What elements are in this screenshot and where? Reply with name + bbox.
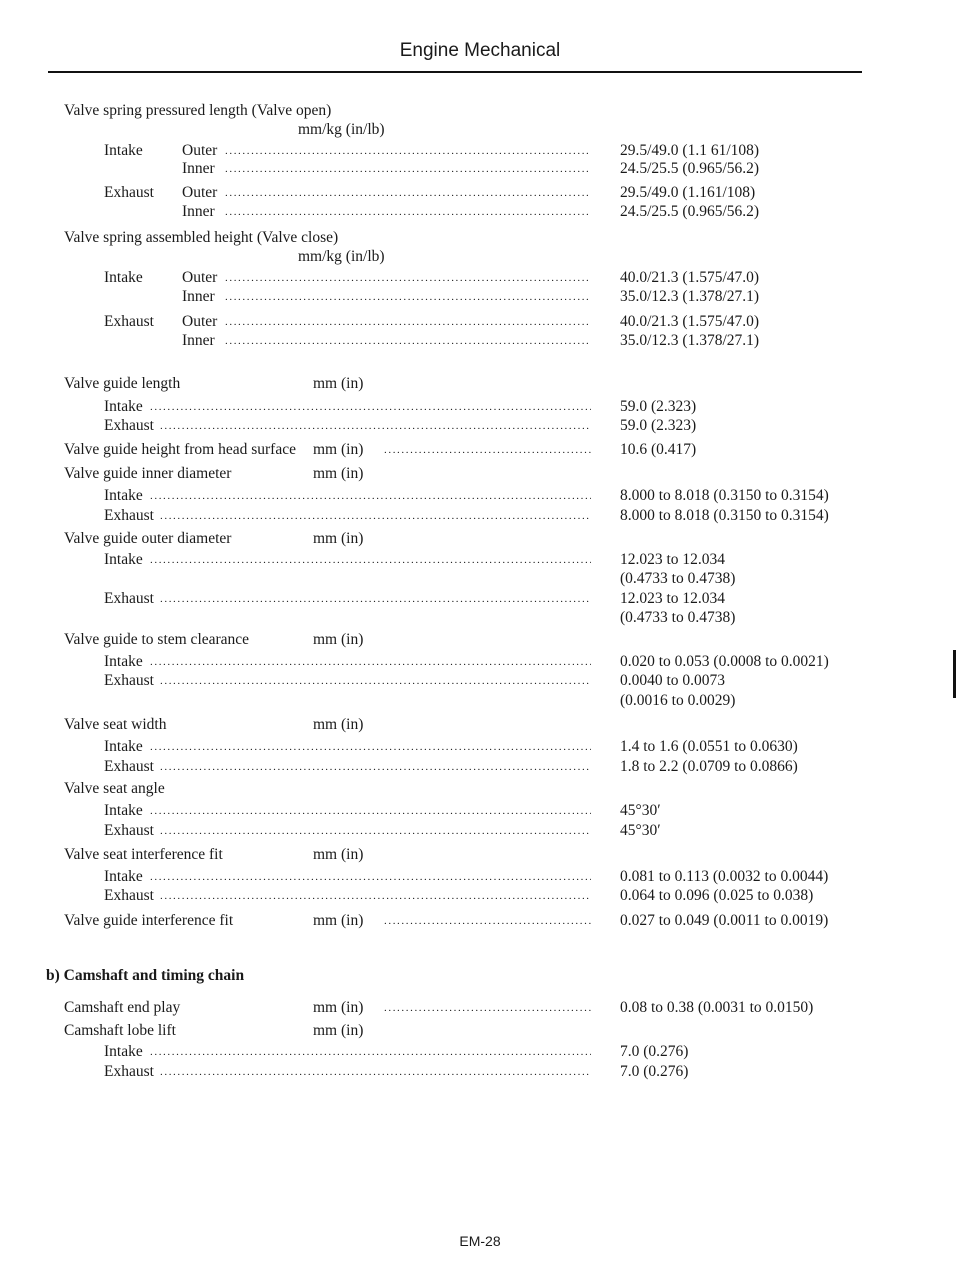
- leader-dots: [150, 652, 591, 672]
- spec-heading: [0, 374, 960, 394]
- page-header-title: Engine Mechanical: [399, 40, 561, 61]
- row-label: Exhaust: [104, 590, 154, 607]
- guide-inner-heading: Valve guide inner diameter: [64, 465, 232, 482]
- spec-value: 40.0/21.3 (1.575/47.0): [620, 313, 760, 330]
- leader-dots: [160, 757, 591, 777]
- leader-dots: [150, 801, 591, 821]
- row-label: Intake: [104, 551, 143, 568]
- spec-value: 0.081 to 0.113 (0.0032 to 0.0044): [620, 868, 829, 885]
- spec-row: [0, 589, 960, 609]
- header-rule: [48, 71, 862, 73]
- lobe-lift-label: Camshaft lobe lift: [64, 1022, 176, 1039]
- spec-value: 0.020 to 0.053 (0.0008 to 0.0021): [620, 653, 829, 670]
- row-sub-label: Inner: [182, 332, 215, 349]
- section-heading: [0, 966, 960, 986]
- spec-value: 12.023 to 12.034: [620, 590, 726, 607]
- guide-outer-heading: Valve guide outer diameter: [64, 530, 232, 547]
- unit-label: mm (in): [313, 375, 364, 392]
- leader-dots: [160, 821, 591, 841]
- leader-dots: [160, 1062, 591, 1082]
- row-label: Exhaust: [104, 758, 154, 775]
- leader-dots: [384, 998, 591, 1018]
- spec-row: [0, 486, 960, 506]
- spec-row: [0, 202, 960, 222]
- spec-row: [0, 737, 960, 757]
- row-sub-label: Outer: [182, 313, 218, 330]
- spec-value: 8.000 to 8.018 (0.3150 to 0.3154): [620, 507, 829, 524]
- leader-dots: [160, 886, 591, 906]
- row-sub-label: Outer: [182, 184, 218, 201]
- spec-value: 40.0/21.3 (1.575/47.0): [620, 269, 760, 286]
- row-label: Exhaust: [104, 507, 154, 524]
- spec-heading: [0, 845, 960, 865]
- spec-value: 24.5/25.5 (0.965/56.2): [620, 203, 760, 220]
- unit-label: mm (in): [313, 631, 364, 648]
- leader-dots: [225, 287, 591, 307]
- spec-row: [0, 757, 960, 777]
- unit-label: mm (in): [313, 1022, 364, 1039]
- unit-label: mm (in): [313, 465, 364, 482]
- leader-dots: [160, 671, 591, 691]
- spec-row: [0, 159, 960, 179]
- row-group-label: Exhaust: [104, 313, 154, 330]
- leader-dots: [225, 312, 591, 332]
- spec-row-continued: [0, 608, 960, 628]
- row-group-label: Intake: [104, 142, 143, 159]
- spec-heading: [0, 101, 960, 121]
- row-label: Intake: [104, 1043, 143, 1060]
- leader-dots: [225, 159, 591, 179]
- spec-value: 0.064 to 0.096 (0.025 to 0.038): [620, 887, 814, 904]
- end-play-label: Camshaft end play: [64, 999, 181, 1016]
- row-sub-label: Inner: [182, 203, 215, 220]
- spec-row: [0, 287, 960, 307]
- spec-row: [0, 397, 960, 417]
- spec-row: [0, 886, 960, 906]
- row-sub-label: Outer: [182, 142, 218, 159]
- seat-angle-heading: Valve seat angle: [64, 780, 165, 797]
- leader-dots: [150, 867, 591, 887]
- spec-row: [0, 911, 960, 931]
- leader-dots: [225, 268, 591, 288]
- leader-dots: [225, 202, 591, 222]
- spec-value: 12.023 to 12.034: [620, 551, 726, 568]
- spec-row: [0, 1042, 960, 1062]
- leader-dots: [150, 550, 591, 570]
- spec-row-continued: [0, 691, 960, 711]
- unit-label: mm/kg (in/lb): [298, 121, 385, 138]
- spec-heading: [0, 779, 960, 799]
- spec-value: (0.4733 to 0.4738): [620, 609, 736, 626]
- spec-value: 35.0/12.3 (1.378/27.1): [620, 332, 760, 349]
- spec-heading: [0, 464, 960, 484]
- row-label: Intake: [104, 653, 143, 670]
- spec-row: [0, 671, 960, 691]
- seat-width-heading: Valve seat width: [64, 716, 167, 733]
- spec-row: [0, 652, 960, 672]
- unit-label: mm/kg (in/lb): [298, 248, 385, 265]
- spring-pressured-heading: Valve spring pressured length (Valve open): [64, 102, 332, 119]
- spec-row: [0, 1062, 960, 1082]
- spec-value: 59.0 (2.323): [620, 417, 697, 434]
- spec-value: 10.6 (0.417): [620, 441, 697, 458]
- spec-value: 35.0/12.3 (1.378/27.1): [620, 288, 760, 305]
- leader-dots: [225, 331, 591, 351]
- unit-label: mm (in): [313, 530, 364, 547]
- spec-row: [0, 268, 960, 288]
- seat-interference-heading: Valve seat interference fit: [64, 846, 223, 863]
- spec-value: 0.027 to 0.049 (0.0011 to 0.0019): [620, 912, 829, 929]
- spec-row: [0, 801, 960, 821]
- leader-dots: [150, 397, 591, 417]
- row-label: Exhaust: [104, 672, 154, 689]
- leader-dots: [160, 589, 591, 609]
- row-label: Exhaust: [104, 887, 154, 904]
- spec-value: 7.0 (0.276): [620, 1043, 689, 1060]
- unit-label: mm (in): [313, 716, 364, 733]
- spec-row-continued: [0, 569, 960, 589]
- spec-row: [0, 550, 960, 570]
- unit-label: mm (in): [313, 999, 364, 1016]
- spec-heading: [0, 715, 960, 735]
- spec-row: [0, 998, 960, 1018]
- spec-value: 1.8 to 2.2 (0.0709 to 0.0866): [620, 758, 798, 775]
- row-group-label: Intake: [104, 269, 143, 286]
- row-label: Intake: [104, 398, 143, 415]
- spec-value: 59.0 (2.323): [620, 398, 697, 415]
- row-label: Exhaust: [104, 1063, 154, 1080]
- spec-heading: [0, 1021, 960, 1041]
- spec-value: (0.0016 to 0.0029): [620, 692, 736, 709]
- row-label: Intake: [104, 802, 143, 819]
- unit-label: mm (in): [313, 912, 364, 929]
- row-label: Intake: [104, 868, 143, 885]
- row-sub-label: Inner: [182, 160, 215, 177]
- spec-value: 45°30′: [620, 802, 661, 819]
- spec-row: [0, 141, 960, 161]
- leader-dots: [384, 911, 591, 931]
- spec-row: [0, 867, 960, 887]
- leader-dots: [384, 440, 591, 460]
- spec-unit-row: [0, 247, 960, 267]
- spec-row: [0, 331, 960, 351]
- spec-value: 45°30′: [620, 822, 661, 839]
- guide-clearance-heading: Valve guide to stem clearance: [64, 631, 250, 648]
- row-label: Exhaust: [104, 822, 154, 839]
- camshaft-section-title: b) Camshaft and timing chain: [46, 967, 245, 984]
- spec-row: [0, 312, 960, 332]
- guide-length-heading: Valve guide length: [64, 375, 181, 392]
- leader-dots: [160, 416, 591, 436]
- guide-interference-heading: Valve guide interference fit: [64, 912, 234, 929]
- unit-label: mm (in): [313, 846, 364, 863]
- spec-row: [0, 416, 960, 436]
- spec-value: 24.5/25.5 (0.965/56.2): [620, 160, 760, 177]
- spec-value: 1.4 to 1.6 (0.0551 to 0.0630): [620, 738, 798, 755]
- scan-edge-mark: [953, 650, 956, 698]
- spring-assembled-heading: Valve spring assembled height (Valve close): [64, 229, 339, 246]
- spec-value: 0.08 to 0.38 (0.0031 to 0.0150): [620, 999, 814, 1016]
- row-sub-label: Outer: [182, 269, 218, 286]
- spec-heading: [0, 630, 960, 650]
- spec-value: (0.4733 to 0.4738): [620, 570, 736, 587]
- spec-value: 29.5/49.0 (1.1 61/108): [620, 142, 760, 159]
- spec-row: [0, 506, 960, 526]
- spec-heading: [0, 529, 960, 549]
- leader-dots: [150, 486, 591, 506]
- row-label: Exhaust: [104, 417, 154, 434]
- spec-row: [0, 183, 960, 203]
- row-label: Intake: [104, 738, 143, 755]
- spec-value: 7.0 (0.276): [620, 1063, 689, 1080]
- spec-heading: [0, 228, 960, 248]
- row-label: Intake: [104, 487, 143, 504]
- row-sub-label: Inner: [182, 288, 215, 305]
- unit-label: mm (in): [313, 441, 364, 458]
- spec-value: 8.000 to 8.018 (0.3150 to 0.3154): [620, 487, 829, 504]
- spec-value: 29.5/49.0 (1.161/108): [620, 184, 756, 201]
- leader-dots: [150, 737, 591, 757]
- leader-dots: [160, 506, 591, 526]
- guide-height-heading: Valve guide height from head surface: [64, 441, 296, 458]
- page-number: EM-28: [459, 1233, 501, 1249]
- spec-row: [0, 821, 960, 841]
- spec-row: [0, 440, 960, 460]
- row-group-label: Exhaust: [104, 184, 154, 201]
- leader-dots: [150, 1042, 591, 1062]
- leader-dots: [225, 141, 591, 161]
- spec-unit-row: [0, 120, 960, 140]
- leader-dots: [225, 183, 591, 203]
- spec-value: 0.0040 to 0.0073: [620, 672, 726, 689]
